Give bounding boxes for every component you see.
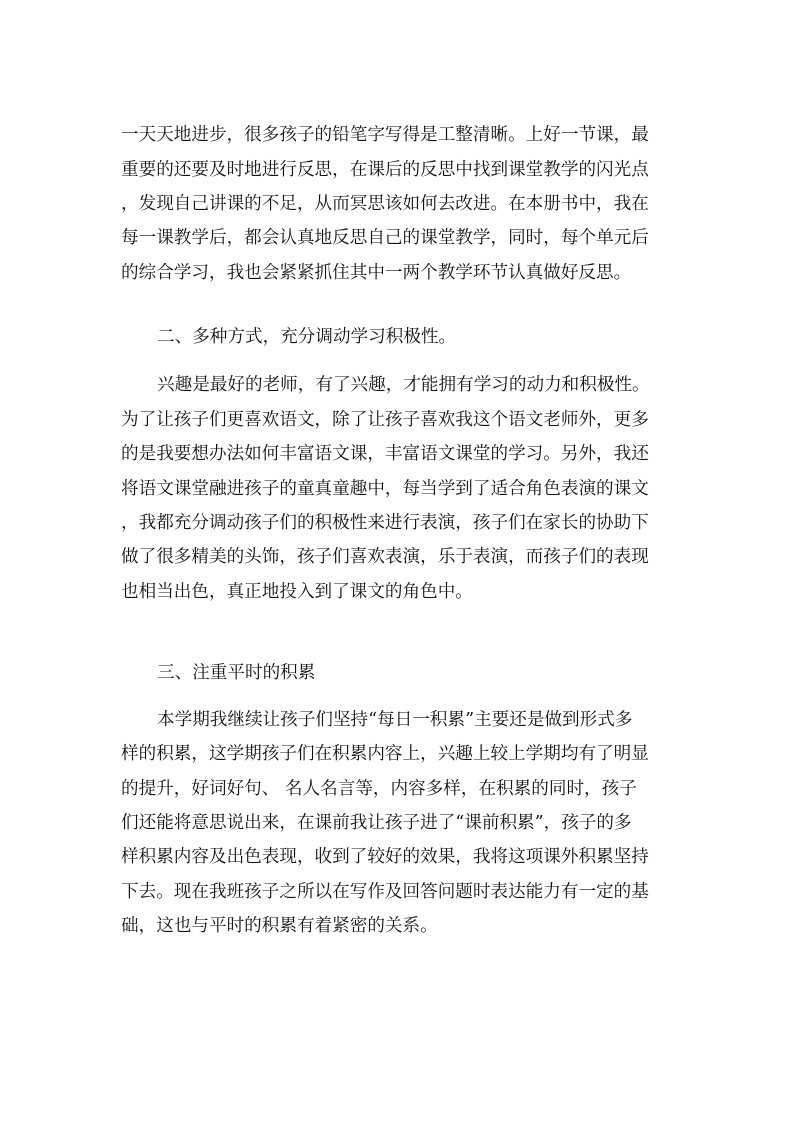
paragraph-2-line: 的是我要想办法如何丰富语文课，丰富语文课堂的学习。另外，我还 <box>121 444 649 464</box>
paragraph-2-line: 兴趣是最好的老师，有了兴趣，才能拥有学习的动力和积极性。 <box>157 375 650 395</box>
paragraph-3-line: 的提升，好词好句、 名人名言等，内容多样，在积累的同时，孩子 <box>121 779 637 799</box>
section-heading-3: 三、注重平时的积累 <box>157 663 316 683</box>
paragraph-1-line: 重要的还要及时地进行反思，在课后的反思中找到课堂教学的闪光点 <box>121 160 649 180</box>
paragraph-3-line: 们还能将意思说出来，在课前我让孩子进了“课前积累”，孩子的多 <box>121 813 632 833</box>
paragraph-3-line: 本学期我继续让孩子们坚持“每日一积累”主要还是做到形式多 <box>157 710 633 730</box>
paragraph-1-line: 每一课教学后，都会认真地反思自己的课堂教学，同时，每个单元后 <box>121 228 649 248</box>
paragraph-2-line: 将语文课堂融进孩子的童真童趣中，每当学到了适合角色表演的课文 <box>121 479 649 499</box>
paragraph-1-line: ，发现自己讲课的不足，从而冥思该如何去改进。在本册书中，我在 <box>121 194 649 214</box>
paragraph-3-line: 样积累内容及出色表现，收到了较好的效果，我将这项课外积累坚持 <box>121 847 649 867</box>
paragraph-3-line: 础，这也与平时的积累有着紧密的关系。 <box>121 916 438 936</box>
paragraph-2-line: ，我都充分调动孩子们的积极性来进行表演，孩子们在家长的协助下 <box>121 513 649 533</box>
section-heading-2: 二、多种方式，充分调动学习积极性。 <box>157 327 457 347</box>
paragraph-2-line: 也相当出色，真正地投入到了课文的角色中。 <box>121 582 473 602</box>
paragraph-3-line: 样的积累，这学期孩子们在积累内容上，兴趣上较上学期均有了明显 <box>121 744 649 764</box>
paragraph-2-line: 做了很多精美的头饰，孩子们喜欢表演，乐于表演，而孩子们的表现 <box>121 547 649 567</box>
paragraph-2-line: 为了让孩子们更喜欢语文，除了让孩子喜欢我这个语文老师外，更多 <box>121 410 649 430</box>
paragraph-1-line: 的综合学习，我也会紧紧抓住其中一两个教学环节认真做好反思。 <box>121 263 632 283</box>
paragraph-3-line: 下去。现在我班孩子之所以在写作及回答问题时表达能力有一定的基 <box>121 882 649 902</box>
paragraph-1-line: 一天天地进步，很多孩子的铅笔字写得是工整清晰。上好一节课，最 <box>121 125 649 145</box>
